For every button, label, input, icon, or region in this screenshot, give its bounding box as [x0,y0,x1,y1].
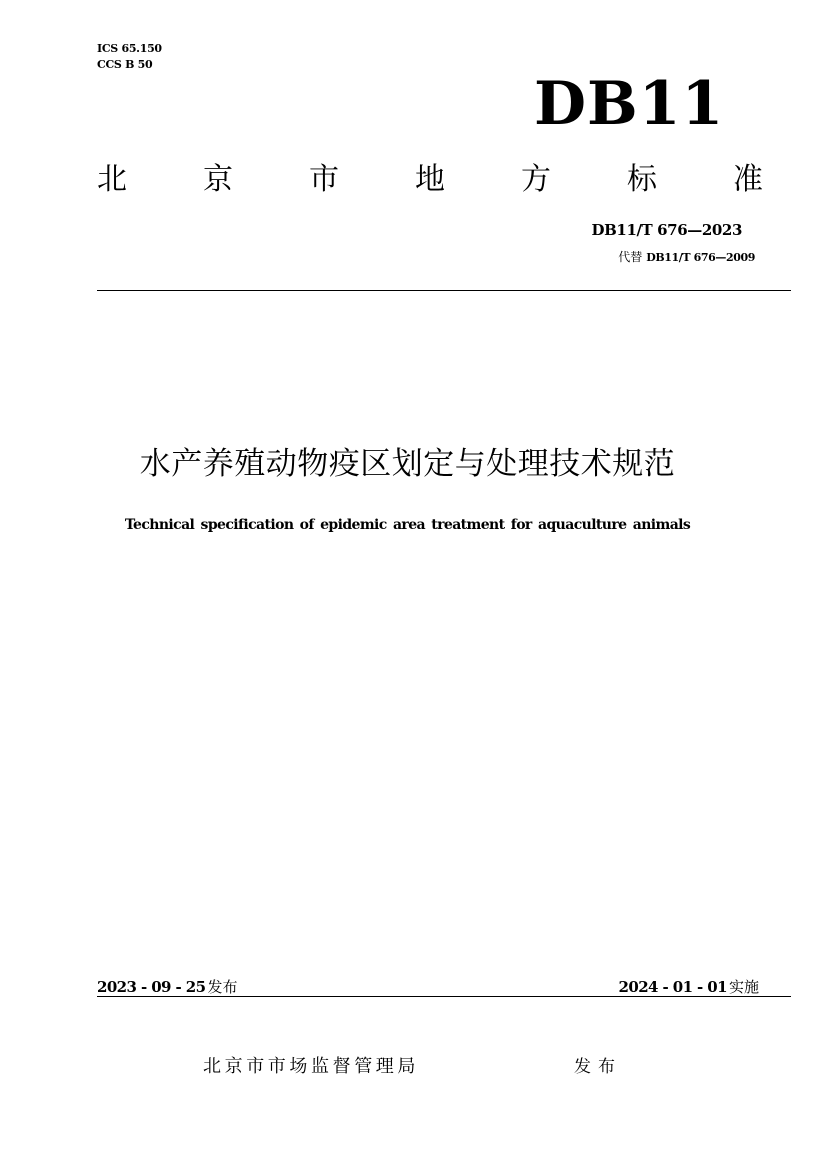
implementation-label: 实施 [728,978,759,996]
replaces-label: 代替 [618,250,643,264]
issue-date-line [97,976,237,997]
standard-kind-char: 市 [309,162,339,197]
issue-label: 发布 [207,978,238,996]
issue-date: 2023 - 09 - 25 [97,978,206,996]
top-divider [97,290,791,291]
standard-number: DB11/T 676—2023 [591,221,742,239]
replaces-line [618,248,755,265]
standard-kind-heading [97,158,763,202]
implementation-date-line [619,976,759,997]
standard-kind-char: 准 [733,162,763,197]
implementation-date: 2024 - 01 - 01 [618,978,727,996]
standard-kind-char: 地 [415,162,445,197]
standard-kind-char: 京 [203,162,233,197]
publisher-name: 北京市市场监督管理局 [203,1056,419,1077]
classification-codes [97,41,162,73]
replaced-standard-code: DB11/T 676—2009 [646,251,755,264]
bottom-divider [97,996,791,997]
db11-logo: DB11 [534,69,725,139]
ccs-code: CCS B 50 [97,58,153,71]
standard-kind-char: 北 [97,162,127,197]
title-chinese: 水产养殖动物疫区划定与处理技术规范 [139,446,676,482]
standard-kind-char: 方 [521,162,551,197]
ics-code: ICS 65.150 [97,42,162,55]
title-english: Technical specification of epidemic area treatment for aquaculture animals [124,517,691,533]
publish-action: 发布 [574,1057,622,1077]
standard-kind-char: 标 [627,162,657,197]
